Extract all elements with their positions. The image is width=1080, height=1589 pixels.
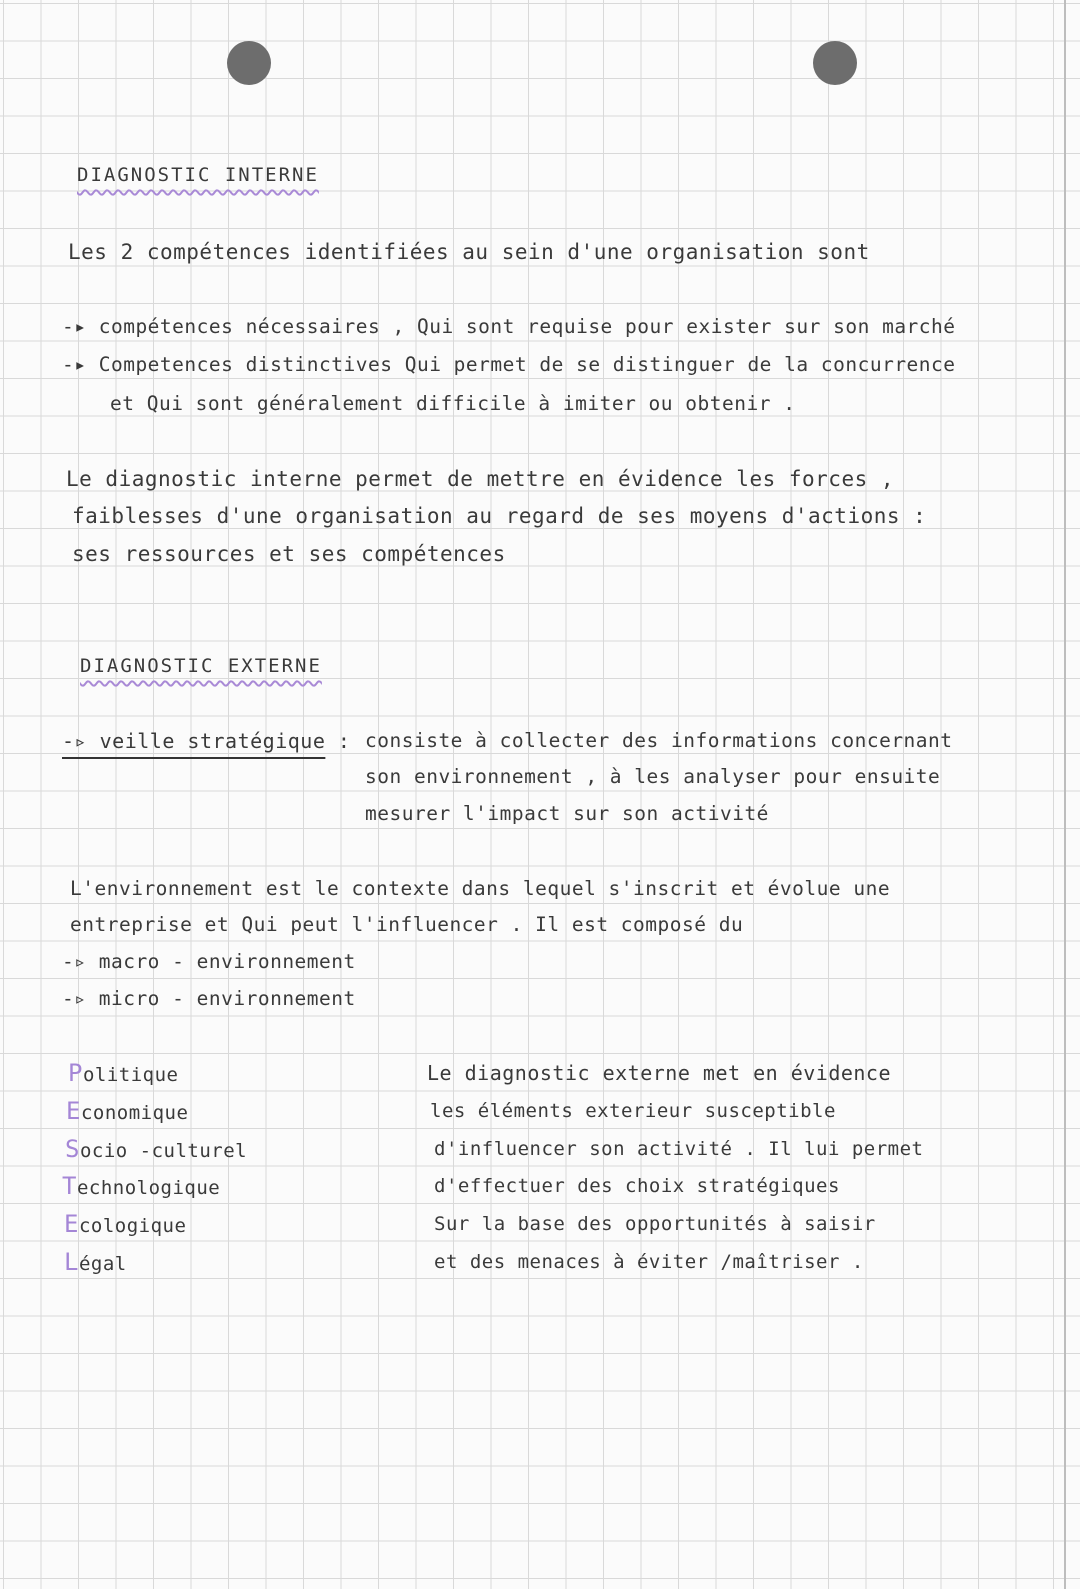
internal-paragraph-line-3: ses ressources et ses compétences xyxy=(72,542,506,566)
external-summary-line-6: et des menaces à éviter /maîtriser . xyxy=(434,1251,864,1273)
pestel-letter: S xyxy=(65,1135,80,1163)
environment-line-2: entreprise et Qui peut l'influencer . Il est composé du xyxy=(70,913,744,936)
veille-definition-line-2: son environnement , à les analyser pour ensuite xyxy=(365,765,941,788)
external-summary-line-1: Le diagnostic externe met en évidence xyxy=(427,1061,892,1085)
veille-colon: : xyxy=(337,729,351,753)
veille-definition-line-1: consiste à collecter des informations concernant xyxy=(365,729,953,752)
pestel-item-politique xyxy=(68,1060,178,1088)
pestel-letter: T xyxy=(62,1172,77,1200)
pestel-word: echnologique xyxy=(76,1177,221,1199)
external-summary-line-3: d'influencer son activité . Il lui permet xyxy=(434,1138,924,1160)
page-edge xyxy=(1064,0,1066,1589)
veille-definition-line-3: mesurer l'impact sur son activité xyxy=(365,802,769,825)
pestel-word: ocio -culturel xyxy=(79,1140,248,1162)
external-summary-line-2: les éléments exterieur susceptible xyxy=(430,1100,836,1122)
pestel-item-ecologique xyxy=(64,1211,186,1239)
pestel-letter: E xyxy=(66,1097,81,1125)
pestel-item-socio-culturel xyxy=(65,1136,247,1164)
external-summary-line-5: Sur la base des opportunités à saisir xyxy=(434,1213,876,1235)
pestel-word: cologique xyxy=(78,1215,187,1237)
external-summary-line-4: d'effectuer des choix stratégiques xyxy=(434,1175,840,1197)
veille-term: -▹ veille stratégique xyxy=(62,729,326,753)
heading-diagnostic-interne: DIAGNOSTIC INTERNE xyxy=(77,164,319,186)
bullet-competences-distinctives: -▸ Competences distinctives Qui permet de se distinguer de la concurrence xyxy=(62,353,956,376)
pestel-letter: E xyxy=(64,1210,79,1238)
pestel-item-economique xyxy=(66,1098,188,1126)
pestel-word: égal xyxy=(78,1253,127,1275)
internal-paragraph-line-1: Le diagnostic interne permet de mettre en évidence les forces , xyxy=(66,467,895,491)
pestel-word: olitique xyxy=(82,1064,179,1086)
pestel-item-technologique xyxy=(62,1173,220,1201)
internal-paragraph-line-2: faiblesses d'une organisation au regard de ses moyens d'actions : xyxy=(72,504,927,528)
environment-item-macro: -▹ macro - environnement xyxy=(62,950,356,973)
pestel-item-legal xyxy=(64,1249,127,1277)
bullet-competences-distinctives-cont: et Qui sont généralement difficile à imiter ou obtenir . xyxy=(110,392,796,415)
heading-diagnostic-externe: DIAGNOSTIC EXTERNE xyxy=(80,655,322,677)
bullet-competences-necessaires: -▸ compétences nécessaires , Qui sont requise pour exister sur son marché xyxy=(62,315,956,338)
internal-intro: Les 2 compétences identifiées au sein d'une organisation sont xyxy=(68,240,870,264)
binder-hole-right xyxy=(813,41,857,85)
environment-line-1: L'environnement est le contexte dans lequel s'inscrit et évolue une xyxy=(70,877,891,900)
environment-item-micro: -▹ micro - environnement xyxy=(62,987,356,1010)
binder-hole-left xyxy=(227,41,271,85)
veille-label xyxy=(62,728,350,754)
pestel-letter: P xyxy=(68,1059,83,1087)
pestel-word: conomique xyxy=(80,1102,189,1124)
pestel-letter: L xyxy=(64,1248,79,1276)
